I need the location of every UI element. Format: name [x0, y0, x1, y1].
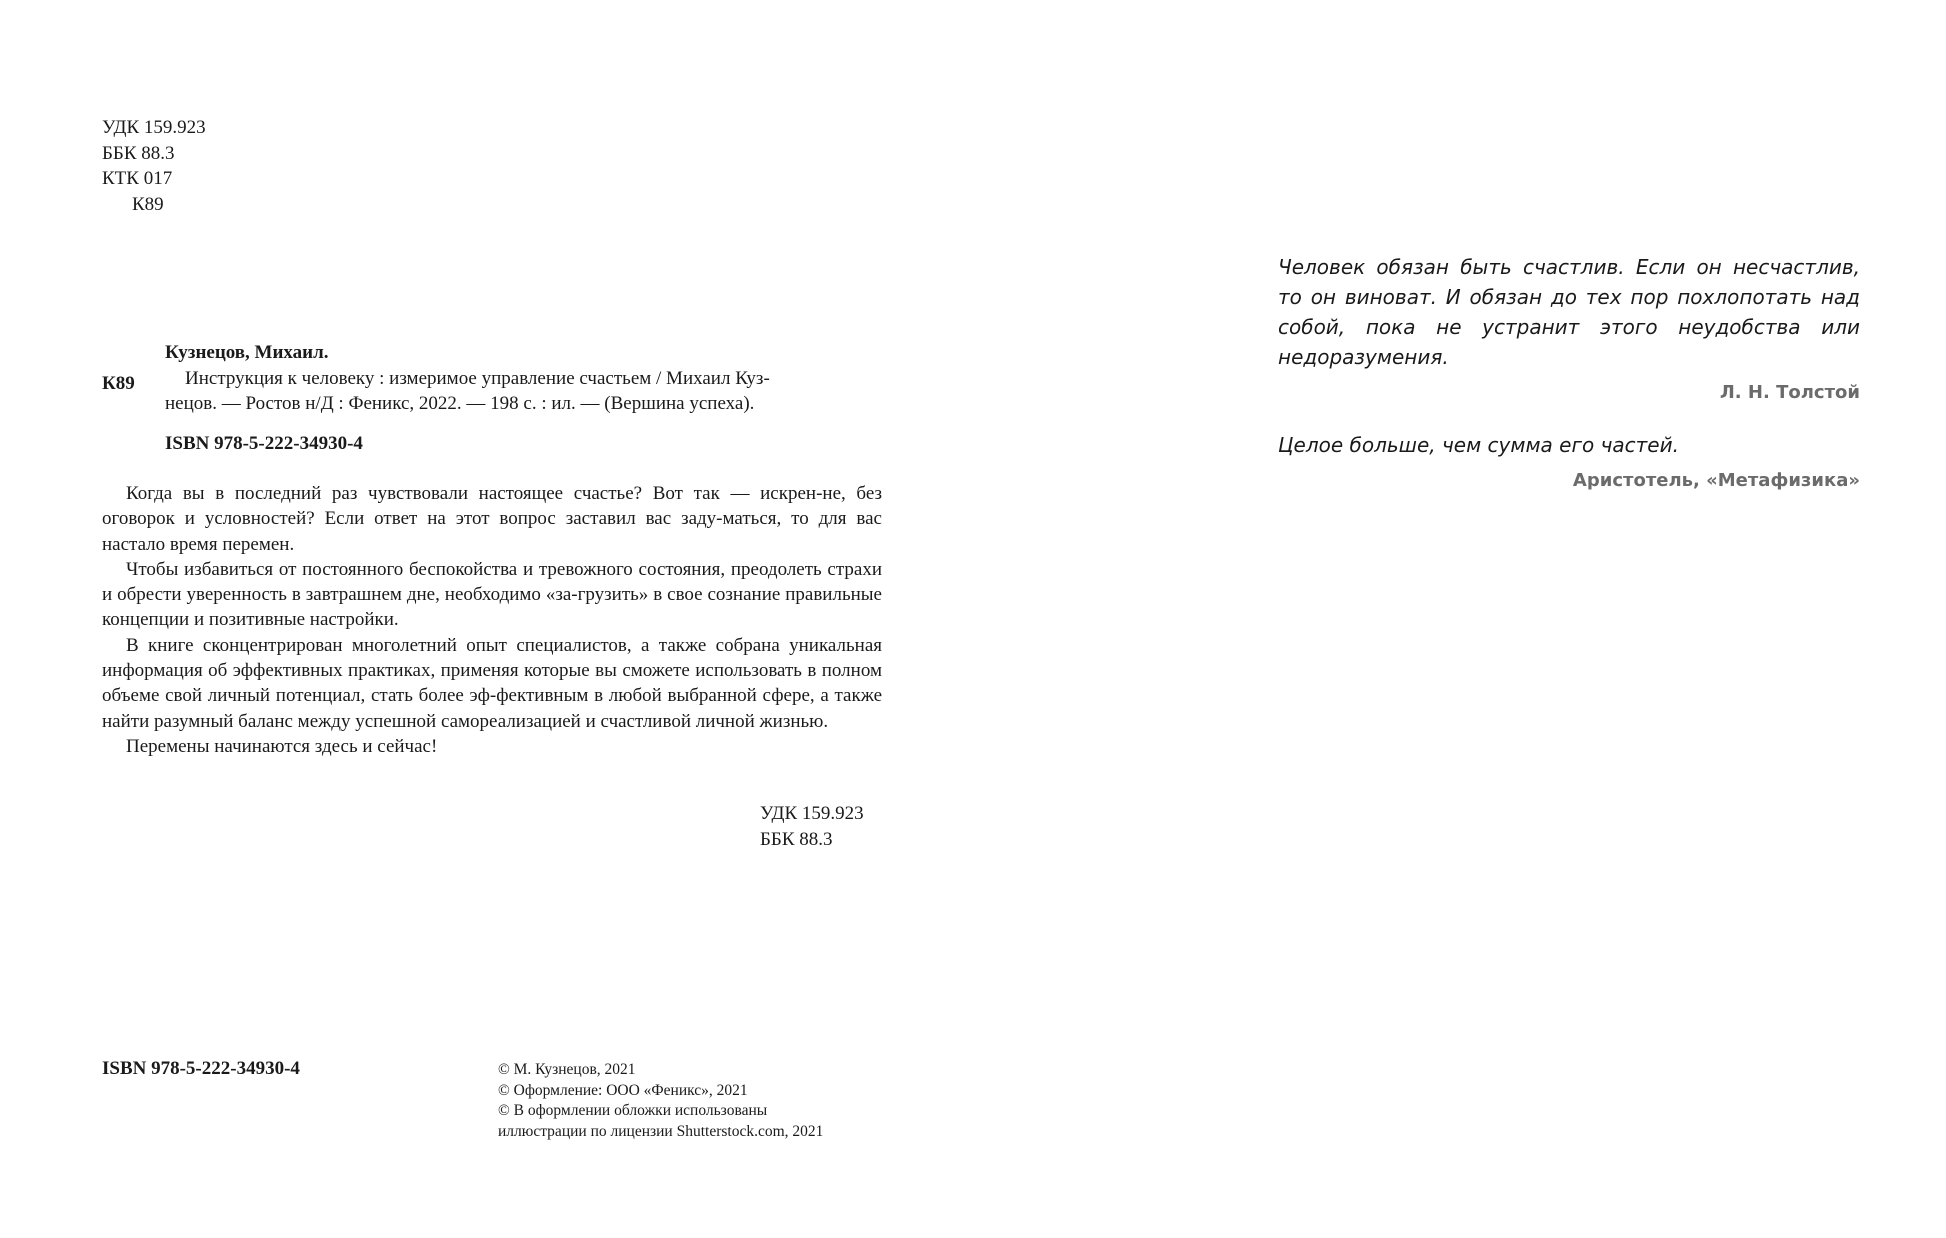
- annotation-paragraph: Перемены начинаются здесь и сейчас!: [126, 735, 438, 757]
- ktk-code: КТК 017: [102, 168, 173, 189]
- record-entry: [102, 366, 882, 417]
- copyright-line: © В оформлении обложки использованы: [498, 1102, 768, 1119]
- copyright-line: © М. Кузнецов, 2021: [498, 1061, 636, 1078]
- epigraph-aristotle: [1278, 430, 1860, 491]
- bbk-code-bottom: ББК 88.3: [760, 829, 833, 850]
- annotation-paragraph: Чтобы избавиться от постоянного беспокойства и тревожного состояния, преодолеть страхи и обрести уверенность в завтрашнем дне, необходимо «за-грузить» в свое сознание правильные концепции и позитивные настройки.: [102, 558, 882, 631]
- annotation-paragraph: В книге сконцентрирован многолетний опыт специалистов, а также собрана уникальная информация об эффективных практиках, применяя которые вы сможете использовать в полном объеме свой личный потенциал, стать более эф-фективным в любой выбранной сфере, а также найти разумный баланс между успешной самореализацией и счастливой личной жизнью.: [102, 634, 882, 732]
- copyright-block: [498, 1060, 823, 1142]
- record-author-sign: К89: [102, 372, 135, 394]
- record-entry-line-2: нецов. — Ростов н/Д : Феникс, 2022. — 198 с. : ил. — (Вершина успеха).: [165, 393, 755, 414]
- isbn-footer: ISBN 978-5-222-34930-4: [102, 1058, 300, 1079]
- right-page: [973, 0, 1946, 1238]
- copyright-line: © Оформление: ООО «Феникс», 2021: [498, 1081, 748, 1099]
- author-sign: К89: [132, 193, 164, 215]
- epigraph-tolstoy: [1278, 252, 1860, 403]
- annotation: [102, 481, 882, 759]
- quote-text: Целое больше, чем сумма его частей.: [1278, 433, 1679, 457]
- udk-code-bottom: УДК 159.923: [760, 803, 864, 824]
- quote-author: Л. Н. Толстой: [1719, 382, 1860, 403]
- classification-codes: [102, 115, 206, 217]
- record-author: Кузнецов, Михаил.: [165, 342, 329, 363]
- bbk-code: ББК 88.3: [102, 142, 175, 164]
- annotation-paragraph: Когда вы в последний раз чувствовали настоящее счастье? Вот так — искрен-не, без оговорок и условностей? Если ответ на этот вопрос заставил вас заду-маться, то для вас настало время перемен.: [102, 483, 882, 555]
- bibliographic-record: [102, 340, 882, 456]
- record-entry-line-1: Инструкция к человеку : измеримое управление счастьем / Михаил Куз-: [185, 367, 770, 389]
- copyright-line: иллюстрации по лицензии Shutterstock.com, 2021: [498, 1122, 824, 1140]
- udk-code: УДК 159.923: [102, 117, 206, 138]
- quote-text: Человек обязан быть счастлив. Если он несчастлив, то он виноват. И обязан до тех пор похлопотать над собой, пока не устранит этого неудобства или недоразумения.: [1278, 255, 1860, 369]
- quote-author: Аристотель, «Метафизика»: [1572, 470, 1860, 491]
- record-isbn: ISBN 978-5-222-34930-4: [165, 432, 363, 454]
- classification-codes-bottom: [760, 801, 864, 853]
